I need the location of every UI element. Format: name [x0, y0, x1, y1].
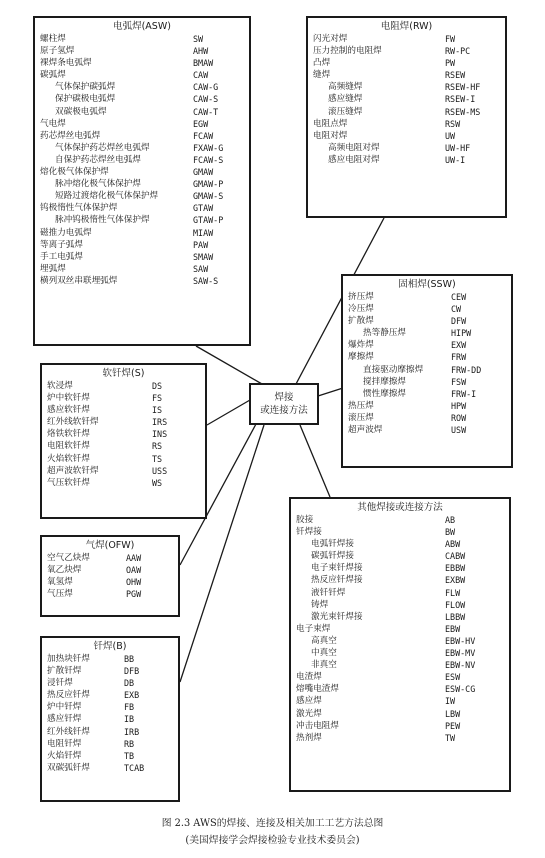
method-code: IRB [124, 726, 140, 737]
method-row [42, 380, 205, 392]
method-name: 挤压焊 [348, 292, 374, 302]
method-code: FS [152, 393, 163, 404]
figure-caption: 图 2.3 AWS的焊接、连接及相关加工工艺方法总图 [161, 818, 384, 829]
method-row [42, 653, 178, 665]
method-row [42, 689, 178, 701]
method-code: OHW [126, 577, 142, 588]
method-name: 等离子弧焊 [40, 239, 83, 250]
method-name: 冷压焊 [348, 304, 374, 315]
center-welding-node [249, 383, 319, 425]
method-code: RSEW-MS [445, 106, 481, 117]
method-code: FCAW-S [193, 154, 224, 165]
method-name: 裸焊条电弧焊 [40, 58, 92, 69]
method-name: 火焰钎焊 [47, 750, 82, 761]
method-code: LBW [445, 708, 461, 719]
method-row [35, 251, 249, 263]
method-code: DS [152, 381, 163, 391]
box-title: 气焊(OFW) [85, 540, 135, 551]
method-row [291, 562, 509, 574]
method-row [35, 178, 249, 190]
method-code: TCAB [124, 762, 145, 773]
method-name: 炉中软钎焊 [47, 393, 90, 404]
method-row [35, 118, 249, 130]
method-row [42, 738, 178, 750]
method-code: HPW [451, 400, 467, 411]
method-name: 铸焊 [311, 599, 329, 610]
method-code: EXW [451, 340, 467, 351]
method-row [35, 166, 249, 178]
method-name: 超声波焊 [348, 425, 383, 436]
method-code: UW-I [445, 154, 466, 165]
method-code: PW [445, 58, 456, 69]
method-code: CAW-S [193, 94, 219, 105]
method-row [291, 526, 509, 538]
method-name: 自保护药芯焊丝电弧焊 [55, 154, 141, 165]
method-name: 脉冲熔化极气体保护焊 [55, 179, 141, 190]
method-name: 惯性摩擦焊 [363, 388, 406, 399]
method-code: SMAW [193, 251, 214, 262]
method-name: 软浸焊 [47, 381, 73, 391]
method-code: IS [152, 405, 163, 416]
method-row [42, 576, 178, 588]
method-name: 爆炸焊 [348, 340, 374, 351]
method-code: RB [124, 738, 135, 749]
method-row [42, 392, 205, 404]
method-row [42, 701, 178, 713]
method-name: 扩散钎焊 [47, 666, 82, 677]
method-code: RSW [445, 118, 461, 129]
method-name: 感应软钎焊 [47, 405, 90, 416]
method-code: IW [445, 696, 456, 707]
method-code: CABW [445, 551, 466, 562]
method-code: FB [124, 702, 135, 713]
method-row [291, 611, 509, 623]
method-name: 脉冲钨极惰性气体保护焊 [55, 215, 150, 226]
method-code: GMAW-P [193, 179, 224, 190]
method-code: AB [445, 515, 456, 525]
method-code: FLW [445, 587, 461, 598]
method-name: 直接驱动摩擦焊 [363, 364, 424, 375]
method-row [35, 142, 249, 154]
method-row [42, 477, 205, 489]
method-code: MIAW [193, 227, 214, 238]
method-code: DB [124, 678, 135, 689]
method-name: 感应缝焊 [328, 94, 363, 105]
method-name: 碳弧焊 [40, 70, 66, 81]
method-row [308, 154, 505, 166]
method-code: FCAW [193, 130, 214, 141]
method-name: 高频电阻对焊 [328, 142, 380, 153]
method-name: 磁推力电弧焊 [40, 227, 92, 238]
method-code: RS [152, 441, 163, 452]
method-row [35, 227, 249, 239]
method-name: 摩擦焊 [348, 352, 374, 363]
method-row [308, 81, 505, 93]
method-row [42, 552, 178, 564]
center-label-line1: 焊接 [274, 392, 294, 403]
method-code: ROW [451, 412, 467, 423]
method-name: 加热块钎焊 [47, 654, 90, 664]
method-name: 气体保护碳弧焊 [55, 82, 116, 93]
method-row [35, 33, 249, 45]
method-name: 火焰软钎焊 [47, 453, 90, 464]
method-row [343, 400, 511, 412]
connector-other [300, 425, 330, 497]
method-code: PEW [445, 720, 461, 731]
method-name: 非真空 [311, 660, 337, 671]
method-name: 热等静压焊 [363, 328, 406, 339]
method-code: PGW [126, 589, 142, 600]
method-row [35, 214, 249, 226]
method-name: 电阻软钎焊 [47, 441, 90, 452]
method-row [291, 550, 509, 562]
method-name: 药芯焊丝电弧焊 [40, 130, 101, 141]
method-name: 高频缝焊 [328, 82, 363, 93]
method-row [308, 57, 505, 69]
method-row [291, 671, 509, 683]
box-title: 其他焊接或连接方法 [357, 502, 443, 513]
method-code: DFB [124, 666, 140, 677]
method-code: FXAW-G [193, 142, 224, 153]
method-row [308, 142, 505, 154]
method-row [35, 130, 249, 142]
brazing-box [40, 636, 180, 802]
method-row [343, 364, 511, 376]
method-row [343, 327, 511, 339]
method-code: SW [193, 34, 204, 44]
method-code: IB [124, 714, 135, 725]
method-name: 氧氢焊 [47, 577, 73, 588]
method-code: BW [445, 527, 456, 538]
method-name: 滚压缝焊 [328, 106, 363, 117]
method-row [42, 453, 205, 465]
method-name: 激光束钎焊接 [311, 611, 363, 622]
method-name: 电阻对焊 [313, 130, 348, 141]
method-name: 气电焊 [40, 118, 66, 129]
connector-ssw [318, 388, 343, 396]
method-row [35, 69, 249, 81]
method-row [42, 564, 178, 576]
method-code: UW-HF [445, 142, 471, 153]
method-name: 氧乙炔焊 [47, 565, 82, 576]
method-row [291, 623, 509, 635]
method-row [308, 33, 505, 45]
method-name: 双碳弧钎焊 [47, 762, 90, 773]
method-name: 缝焊 [313, 70, 331, 81]
method-row [291, 659, 509, 671]
soldering-box [40, 363, 207, 519]
method-name: 激光焊 [296, 708, 322, 719]
method-row [308, 93, 505, 105]
method-code: GMAW [193, 167, 214, 178]
method-row [343, 424, 511, 436]
method-row [291, 635, 509, 647]
method-name: 红外线软钎焊 [47, 417, 99, 428]
method-code: EBW [445, 623, 461, 634]
method-row [291, 599, 509, 611]
method-row [291, 514, 509, 526]
method-code: EBW-NV [445, 660, 476, 671]
method-code: FSW [451, 376, 467, 387]
method-row [343, 351, 511, 363]
method-row [42, 677, 178, 689]
method-code: IRS [152, 417, 168, 428]
method-row [291, 587, 509, 599]
method-row [291, 647, 509, 659]
method-name: 液钎钎焊 [311, 587, 346, 598]
method-name: 双碳极电弧焊 [55, 106, 107, 117]
method-row [308, 130, 505, 142]
method-code: FW [445, 34, 456, 44]
method-name: 滚压焊 [348, 412, 374, 423]
method-name: 气压焊 [47, 589, 73, 600]
method-row [291, 683, 509, 695]
method-row [35, 106, 249, 118]
method-code: RSEW [445, 70, 466, 81]
method-name: 电子束焊 [296, 623, 331, 634]
method-name: 碳弧钎焊接 [311, 551, 354, 562]
method-code: EXB [124, 690, 140, 701]
method-code: CAW-G [193, 82, 219, 93]
method-row [35, 93, 249, 105]
method-code: OAW [126, 565, 142, 576]
method-code: USW [451, 425, 467, 436]
method-name: 超声波软钎焊 [47, 465, 99, 476]
method-name: 冲击电阻焊 [296, 720, 339, 731]
solid-state-welding-box [341, 274, 513, 468]
method-row [42, 726, 178, 738]
box-title: 电弧焊(ASW) [113, 21, 171, 32]
method-name: 浸钎焊 [47, 678, 73, 689]
method-code: GTAW [193, 203, 214, 214]
method-row [308, 69, 505, 81]
method-row [343, 303, 511, 315]
method-name: 电弧钎焊接 [311, 539, 354, 550]
figure-caption-source: (美国焊接学会焊接检验专业技术委员会) [185, 835, 360, 846]
method-name: 横列双丝串联埋弧焊 [40, 275, 118, 286]
method-name: 钨极惰性气体保护焊 [40, 203, 118, 214]
method-row [42, 440, 205, 452]
method-row [42, 665, 178, 677]
method-row [35, 275, 249, 287]
method-code: INS [152, 429, 168, 440]
method-code: EBW-HV [445, 635, 476, 646]
method-row [308, 45, 505, 57]
method-row [35, 57, 249, 69]
method-code: AAW [126, 553, 142, 563]
method-code: CAW [193, 70, 209, 81]
method-name: 空气乙炔焊 [47, 553, 90, 563]
arc-welding-box [33, 16, 251, 346]
method-row [35, 81, 249, 93]
method-row [308, 118, 505, 130]
method-name: 埋弧焊 [40, 263, 66, 274]
method-code: FRW [451, 352, 467, 363]
box-title: 电阻焊(RW) [380, 21, 433, 32]
method-name: 原子氢焊 [40, 46, 75, 57]
method-code: EBW-MV [445, 648, 476, 659]
box-title: 软钎焊(S) [102, 368, 145, 379]
method-name: 炉中钎焊 [47, 702, 82, 713]
method-row [308, 106, 505, 118]
method-name: 压力控制的电阻焊 [313, 46, 382, 57]
method-name: 搅拌摩擦焊 [363, 376, 406, 387]
method-name: 短路过渡熔化极气体保护焊 [55, 191, 159, 202]
method-name: 钎焊接 [296, 527, 322, 538]
method-row [291, 732, 509, 744]
method-code: GMAW-S [193, 191, 224, 202]
box-title: 钎焊(B) [93, 641, 127, 652]
method-code: ABW [445, 539, 461, 550]
method-row [291, 720, 509, 732]
method-name: 扩散焊 [348, 316, 374, 327]
other-joining-processes-box [289, 497, 511, 792]
method-row [291, 574, 509, 586]
method-name: 电阻点焊 [313, 118, 348, 129]
method-name: 螺柱焊 [40, 34, 66, 44]
method-name: 电子束钎焊接 [311, 563, 363, 574]
method-row [35, 45, 249, 57]
method-name: 热反应钎焊接 [311, 575, 363, 586]
method-name: 高真空 [311, 635, 337, 646]
method-code: DFW [451, 316, 467, 327]
method-row [42, 750, 178, 762]
method-code: LBBW [445, 611, 466, 622]
method-row [35, 154, 249, 166]
method-code: HIPW [451, 328, 472, 339]
method-row [35, 239, 249, 251]
method-name: 中真空 [311, 648, 337, 659]
method-code: UW [445, 130, 456, 141]
method-code: EXBW [445, 575, 466, 586]
method-row [42, 762, 178, 774]
method-code: RW-PC [445, 46, 471, 57]
method-row [343, 339, 511, 351]
method-code: SAW [193, 263, 209, 274]
method-name: 热剂焊 [296, 732, 322, 743]
method-name: 感应钎焊 [47, 714, 82, 725]
method-name: 感应焊 [296, 696, 322, 707]
method-row [35, 190, 249, 202]
method-row [343, 291, 511, 303]
method-code: USS [152, 465, 168, 476]
method-row [42, 465, 205, 477]
method-row [35, 263, 249, 275]
method-row [42, 404, 205, 416]
method-code: FRW-DD [451, 364, 482, 375]
connector-s [207, 400, 250, 425]
method-name: 凸焊 [313, 58, 331, 69]
method-code: CAW-T [193, 106, 219, 117]
method-code: ESW-CG [445, 684, 476, 695]
method-code: PAW [193, 239, 209, 250]
method-row [291, 538, 509, 550]
method-row [291, 695, 509, 707]
method-name: 气体保护药芯焊丝电弧焊 [55, 142, 150, 153]
method-row [42, 588, 178, 600]
method-name: 热反应钎焊 [47, 690, 90, 701]
method-row [343, 315, 511, 327]
box-title: 固相焊(SSW) [398, 279, 456, 290]
method-row [42, 713, 178, 725]
method-name: 感应电阻对焊 [328, 154, 380, 165]
method-name: 电渣焊 [296, 672, 322, 683]
method-name: 保护碳极电弧焊 [55, 94, 116, 105]
method-code: AHW [193, 46, 209, 57]
method-code: TB [124, 750, 135, 761]
resistance-welding-box [306, 16, 507, 218]
method-code: CW [451, 304, 462, 315]
method-code: EGW [193, 118, 209, 129]
method-code: TW [445, 732, 456, 743]
method-name: 手工电弧焊 [40, 251, 83, 262]
method-name: 电阻钎焊 [47, 738, 82, 749]
method-row [42, 428, 205, 440]
oxyfuel-gas-welding-box [40, 535, 180, 617]
method-code: EBBW [445, 563, 466, 574]
method-name: 气压软钎焊 [47, 477, 90, 488]
method-name: 闪光对焊 [313, 34, 348, 44]
method-name: 熔嘴电渣焊 [296, 684, 339, 695]
method-row [343, 412, 511, 424]
method-code: CEW [451, 292, 467, 302]
method-name: 热压焊 [348, 400, 374, 411]
method-name: 烙铁软钎焊 [47, 429, 90, 440]
center-label-line2: 或连接方法 [260, 405, 308, 416]
method-row [35, 202, 249, 214]
method-code: RSEW-I [445, 94, 476, 105]
method-name: 熔化极气体保护焊 [40, 167, 109, 178]
method-code: BMAW [193, 58, 214, 69]
method-code: ESW [445, 672, 461, 683]
method-code: FLOW [445, 599, 466, 610]
method-row [343, 388, 511, 400]
method-code: SAW-S [193, 275, 219, 286]
method-code: GTAW-P [193, 215, 224, 226]
method-code: RSEW-HF [445, 82, 481, 93]
method-name: 胶接 [296, 515, 314, 525]
method-code: BB [124, 654, 135, 664]
method-row [42, 416, 205, 428]
method-row [343, 376, 511, 388]
method-row [291, 708, 509, 720]
method-name: 红外线钎焊 [47, 726, 90, 737]
method-code: FRW-I [451, 388, 477, 399]
method-code: TS [152, 453, 163, 464]
method-code: WS [152, 477, 163, 488]
